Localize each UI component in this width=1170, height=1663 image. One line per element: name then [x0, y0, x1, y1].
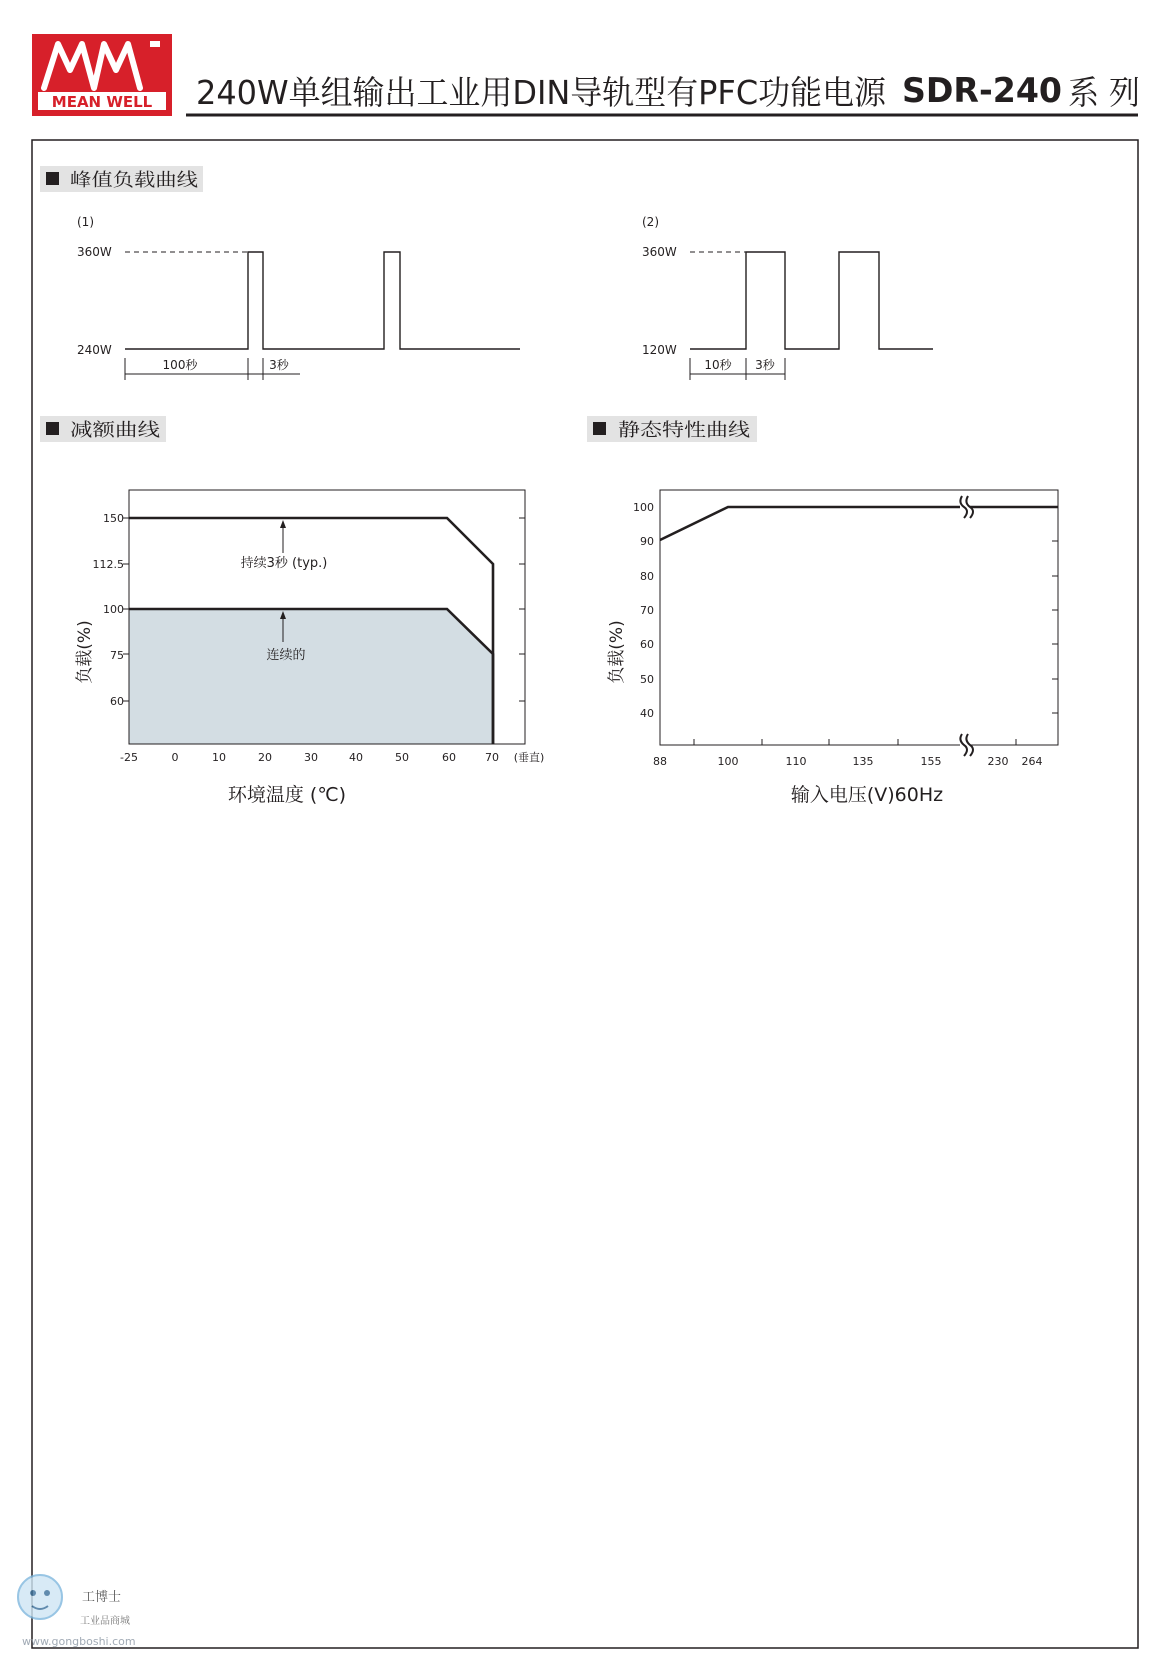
mascot-icon	[18, 1575, 62, 1619]
watermark-subtitle: 工业品商城	[80, 1616, 130, 1627]
waveform-1-low-label: 240W	[77, 343, 112, 357]
waveform-2-interval-label: 10秒	[704, 358, 732, 372]
section-header-static	[587, 416, 757, 442]
annotation-continuous: 连续的	[266, 648, 306, 663]
y-tick-label: 150	[103, 512, 124, 525]
pulse-trace	[690, 252, 933, 349]
y-tick-label: 100	[103, 603, 124, 616]
page-title: 240W单组输出工业用DIN导轨型有PFC功能电源	[196, 73, 887, 112]
waveform-1-pulse-label: 3秒	[269, 358, 289, 372]
plot-frame	[660, 490, 1058, 745]
x-tick-label: 230	[987, 755, 1009, 768]
axis-break-top	[960, 494, 973, 520]
waveform-2-high-label: 360W	[642, 245, 677, 259]
x-tick-label: 30	[304, 751, 318, 764]
svg-text:静态特性曲线: 静态特性曲线	[618, 420, 750, 441]
derating-chart	[75, 490, 544, 806]
waveform-2-label: (2)	[642, 215, 659, 229]
x-tick-label: 264	[1021, 755, 1043, 768]
y-tick-label: 70	[640, 604, 654, 617]
x-tick-label: 110	[785, 755, 807, 768]
x-axis-label: 环境温度 (℃)	[227, 784, 347, 806]
logo-text: MEAN WELL	[51, 93, 153, 111]
x-tick-label: 88	[653, 755, 667, 768]
x-tick-label: 10	[212, 751, 226, 764]
x-tick-labels	[653, 755, 1043, 768]
x-tick-label: 40	[349, 751, 363, 764]
section-header-peak-load	[40, 166, 203, 192]
axis-break-bottom	[960, 733, 973, 757]
continuous-area	[129, 609, 493, 744]
section-header-derating	[40, 416, 166, 442]
x-tick-label: -25	[120, 751, 138, 764]
y-ticks	[633, 501, 1058, 745]
waveform-2-pulse-label: 3秒	[755, 358, 775, 372]
watermark-brand: 工博士	[82, 1590, 122, 1605]
y-tick-label: 40	[640, 707, 654, 720]
x-tick-label: 70	[485, 751, 499, 764]
x-axis-label: 输入电压(V)60Hz	[790, 784, 944, 806]
y-axis-label: 负载(%)	[75, 620, 95, 684]
pulse-trace	[125, 252, 520, 349]
watermark	[18, 1575, 136, 1648]
y-tick-label: 50	[640, 673, 654, 686]
waveform-1-interval-label: 100秒	[162, 358, 198, 372]
peak-load-waveform-1	[77, 215, 520, 380]
x-tick-label: 0	[171, 751, 179, 764]
x-tick-labels	[120, 750, 544, 764]
svg-text:减额曲线: 减额曲线	[70, 420, 160, 441]
waveform-2-low-label: 120W	[642, 343, 677, 357]
waveform-1-high-label: 360W	[77, 245, 112, 259]
peak-load-waveform-2	[642, 215, 933, 380]
x-tick-label: 155	[920, 755, 942, 768]
static-characteristic-chart	[607, 490, 1058, 806]
y-tick-label: 75	[110, 649, 124, 662]
y-tick-label: 112.5	[92, 558, 124, 571]
watermark-site: www.gongboshi.com	[22, 1635, 136, 1648]
svg-text:峰值负载曲线: 峰值负载曲线	[70, 170, 198, 191]
y-tick-label: 100	[633, 501, 654, 514]
x-tick-label: 50	[395, 751, 409, 764]
series-suffix: 系 列	[1068, 73, 1140, 112]
x-tick-label: 100	[717, 755, 739, 768]
mean-well-logo	[32, 34, 172, 116]
x-tick-label: 20	[258, 751, 272, 764]
y-tick-label: 90	[640, 535, 654, 548]
x-extra-label: (垂直)	[513, 751, 545, 764]
waveform-1-label: (1)	[77, 215, 94, 229]
x-tick-label: 135	[852, 755, 874, 768]
y-axis-label: 负载(%)	[607, 620, 627, 684]
y-tick-label: 60	[640, 638, 654, 651]
series-line-load	[660, 507, 1058, 540]
model-name: SDR-240	[902, 71, 1062, 111]
y-tick-label: 80	[640, 570, 654, 583]
content-frame	[32, 140, 1138, 1648]
y-tick-label: 60	[110, 695, 124, 708]
annotation-peak: 持续3秒 (typ.)	[240, 556, 328, 571]
x-tick-label: 60	[442, 751, 456, 764]
